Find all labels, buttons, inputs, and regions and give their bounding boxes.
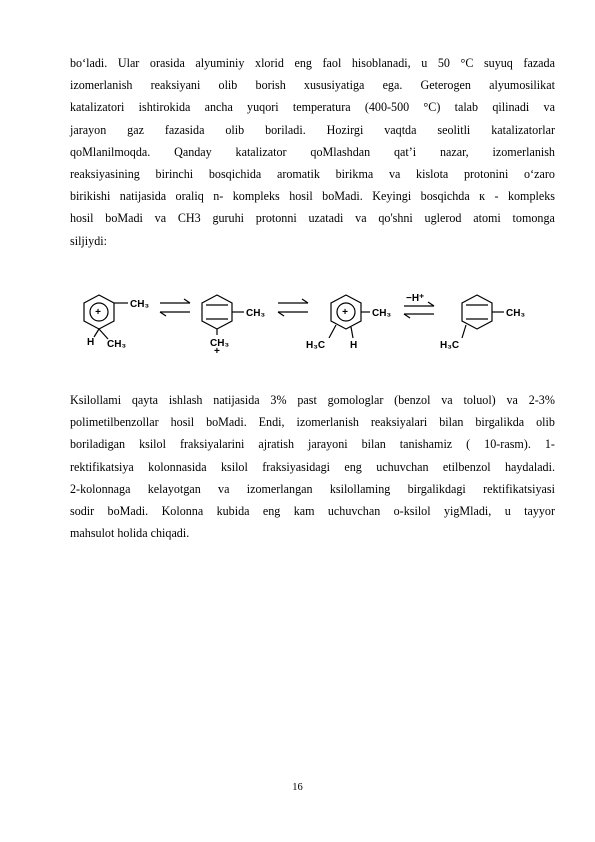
text-line: boriladigan ksilol fraksiyalarini ajratish jarayoni bilan tanishamiz ( 10-rasm). 1-	[70, 437, 555, 452]
label-h: H	[87, 337, 95, 348]
label-h3c: H₃C	[440, 340, 460, 351]
text-line: 2-kolonnaga kelayotgan va izomerlangan ksilollaming birgalikdagi rektifikatsiyasi	[70, 481, 555, 496]
label-ch3: CH₃	[506, 308, 526, 319]
text-line: siljiydi:	[70, 233, 107, 248]
text-line: birikishi natijasida oraliq n- kompleks hosil boMadi. Keyingi bosqichda к - kompleks	[70, 189, 555, 204]
label-h: H	[350, 340, 358, 351]
benzene-ring-2	[202, 295, 232, 329]
label-ch3: CH₃	[130, 299, 150, 310]
text-line: hosil boMadi va CH3 guruhi protonni uzatadi va qo'shni uglerod atomi tomonga	[70, 211, 555, 226]
label-minus-h-plus: −H⁺	[406, 293, 425, 304]
text-line: katalizatori ishtirokida ancha yuqori temperatura (400-500 °C) talab qilinadi va	[70, 100, 555, 115]
text-line: qoMlanilmoqda. Qanday katalizator qoMlashdan qat’i nazar, izomerlanish	[70, 144, 555, 159]
paragraph-2	[70, 389, 555, 544]
plus-sign: +	[214, 346, 220, 357]
text-line: Ksilollami qayta ishlash natijasida 3% past gomologlar (benzol va toluol) va 2-3%	[70, 393, 555, 407]
plus-sign: +	[95, 307, 101, 318]
text-line: bo‘ladi. Ular orasida alyuminiy xlorid eng faol hisoblanadi, u 50 °C suyuq fazada	[70, 56, 555, 70]
label-h3c: H₃C	[306, 340, 326, 351]
text-line: rektifikatsiya kolonnasida ksilol fraksiyasidagi eng uchuvchan etilbenzol haydaladi.	[70, 459, 555, 474]
plus-sign: +	[342, 307, 348, 318]
text-line: polimetilbenzollar hosil boMadi. Endi, izomerlanish reaksiyalari bilan birgalikda olib	[70, 415, 555, 430]
label-ch3: CH₃	[246, 308, 266, 319]
isomerization-scheme	[74, 290, 544, 360]
label-ch3: CH₃	[107, 339, 127, 350]
label-ch3: CH₃	[210, 338, 230, 349]
paragraph-1	[70, 52, 555, 252]
text-line: jarayon gaz fazasida olib boriladi. Hozirgi vaqtda seolitli katalizatorlar	[70, 122, 555, 137]
text-line: reaksiyasining birinchi bosqichida aromatik birikma va kislota protonini o‘zaro	[70, 167, 555, 182]
benzene-ring-4	[462, 295, 492, 329]
label-ch3: CH₃	[372, 308, 392, 319]
text-line: sodir boMadi. Kolonna kubida eng kam uchuvchan o-ksilol yigMladi, u tayyor	[70, 504, 555, 519]
page-number: 16	[292, 782, 303, 793]
text-line: izomerlanish reaksiyani olib borish xususiyatiga ega. Geterogen alyumosilikat	[70, 78, 555, 93]
text-line: mahsulot holida chiqadi.	[70, 526, 190, 541]
